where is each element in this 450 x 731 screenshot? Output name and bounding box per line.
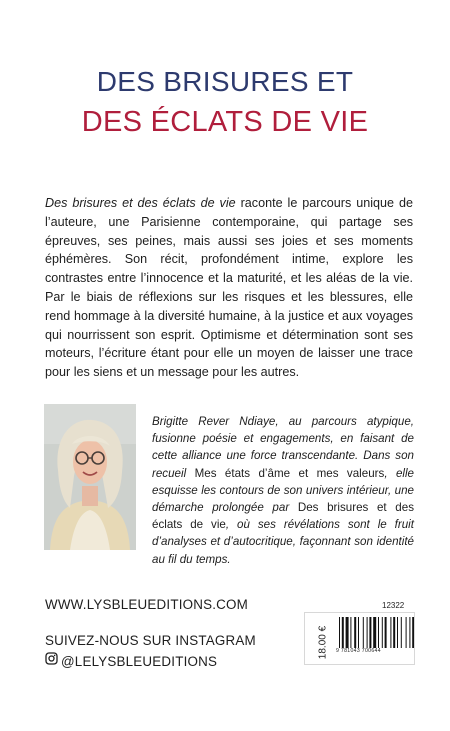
- synopsis-text: [45, 194, 413, 382]
- synopsis-body: raconte le parcours unique de l’auteure, une Parisienne contemporaine, qui partage ses épreuves, ses peines, mais aussi ses joies et ses moments éphémères. Son récit, profondément intime, explore les contrastes entre l’innocence et la maturité, et les aléas de la vie. Par le biais de réflexions sur les risques et les blessures, elle rend hommage à la diversité humaine, à la justice et aux voyages qui nourrissent son esprit. Optimisme et détermination sont ses moteurs, l’écriture étant pour elle un moyen de laisser une trace pour les siens et un message pour les autres.: [45, 196, 413, 380]
- author-photo: [44, 404, 136, 550]
- barcode-digits: 9 781043 700644: [336, 648, 381, 654]
- bio-part-3: , où ses révélations sont le fruit d’analyses et d’autocritique, façonnant son identité au fil du temps.: [152, 518, 414, 566]
- instagram-icon: [45, 652, 58, 670]
- bio-part-2: , elle esquisse les contours de son univers intérieur, une démarche prolongée par: [152, 466, 415, 515]
- synopsis-book-title: Des brisures et des éclats de vie: [45, 196, 236, 210]
- title-line-2: DES ÉCLATS DE VIE: [81, 106, 369, 138]
- price-label: 18.00 €: [317, 625, 329, 660]
- title-line-1: DES BRISURES ET: [96, 66, 354, 97]
- author-portrait-illustration: [44, 404, 136, 550]
- bio-part-1: Brigitte Rever Ndiaye, au parcours atypique, fusionne poésie et engagements, en faisant de cette alliance une force transcendante. Dans son recueil: [152, 415, 414, 480]
- product-code: 12322: [382, 601, 405, 610]
- bio-book-1: Mes états d’âme et mes valeurs: [194, 466, 385, 480]
- bio-book-2: Des brisures et des éclats de vie: [152, 501, 414, 532]
- instagram-follow-label: SUIVEZ-NOUS SUR INSTAGRAM: [45, 633, 256, 648]
- author-bio: [152, 413, 414, 568]
- publisher-website[interactable]: WWW.LYSBLEUEDITIONS.COM: [45, 597, 248, 612]
- instagram-handle-row[interactable]: [45, 652, 217, 670]
- instagram-handle: @LELYSBLEUEDITIONS: [61, 653, 218, 669]
